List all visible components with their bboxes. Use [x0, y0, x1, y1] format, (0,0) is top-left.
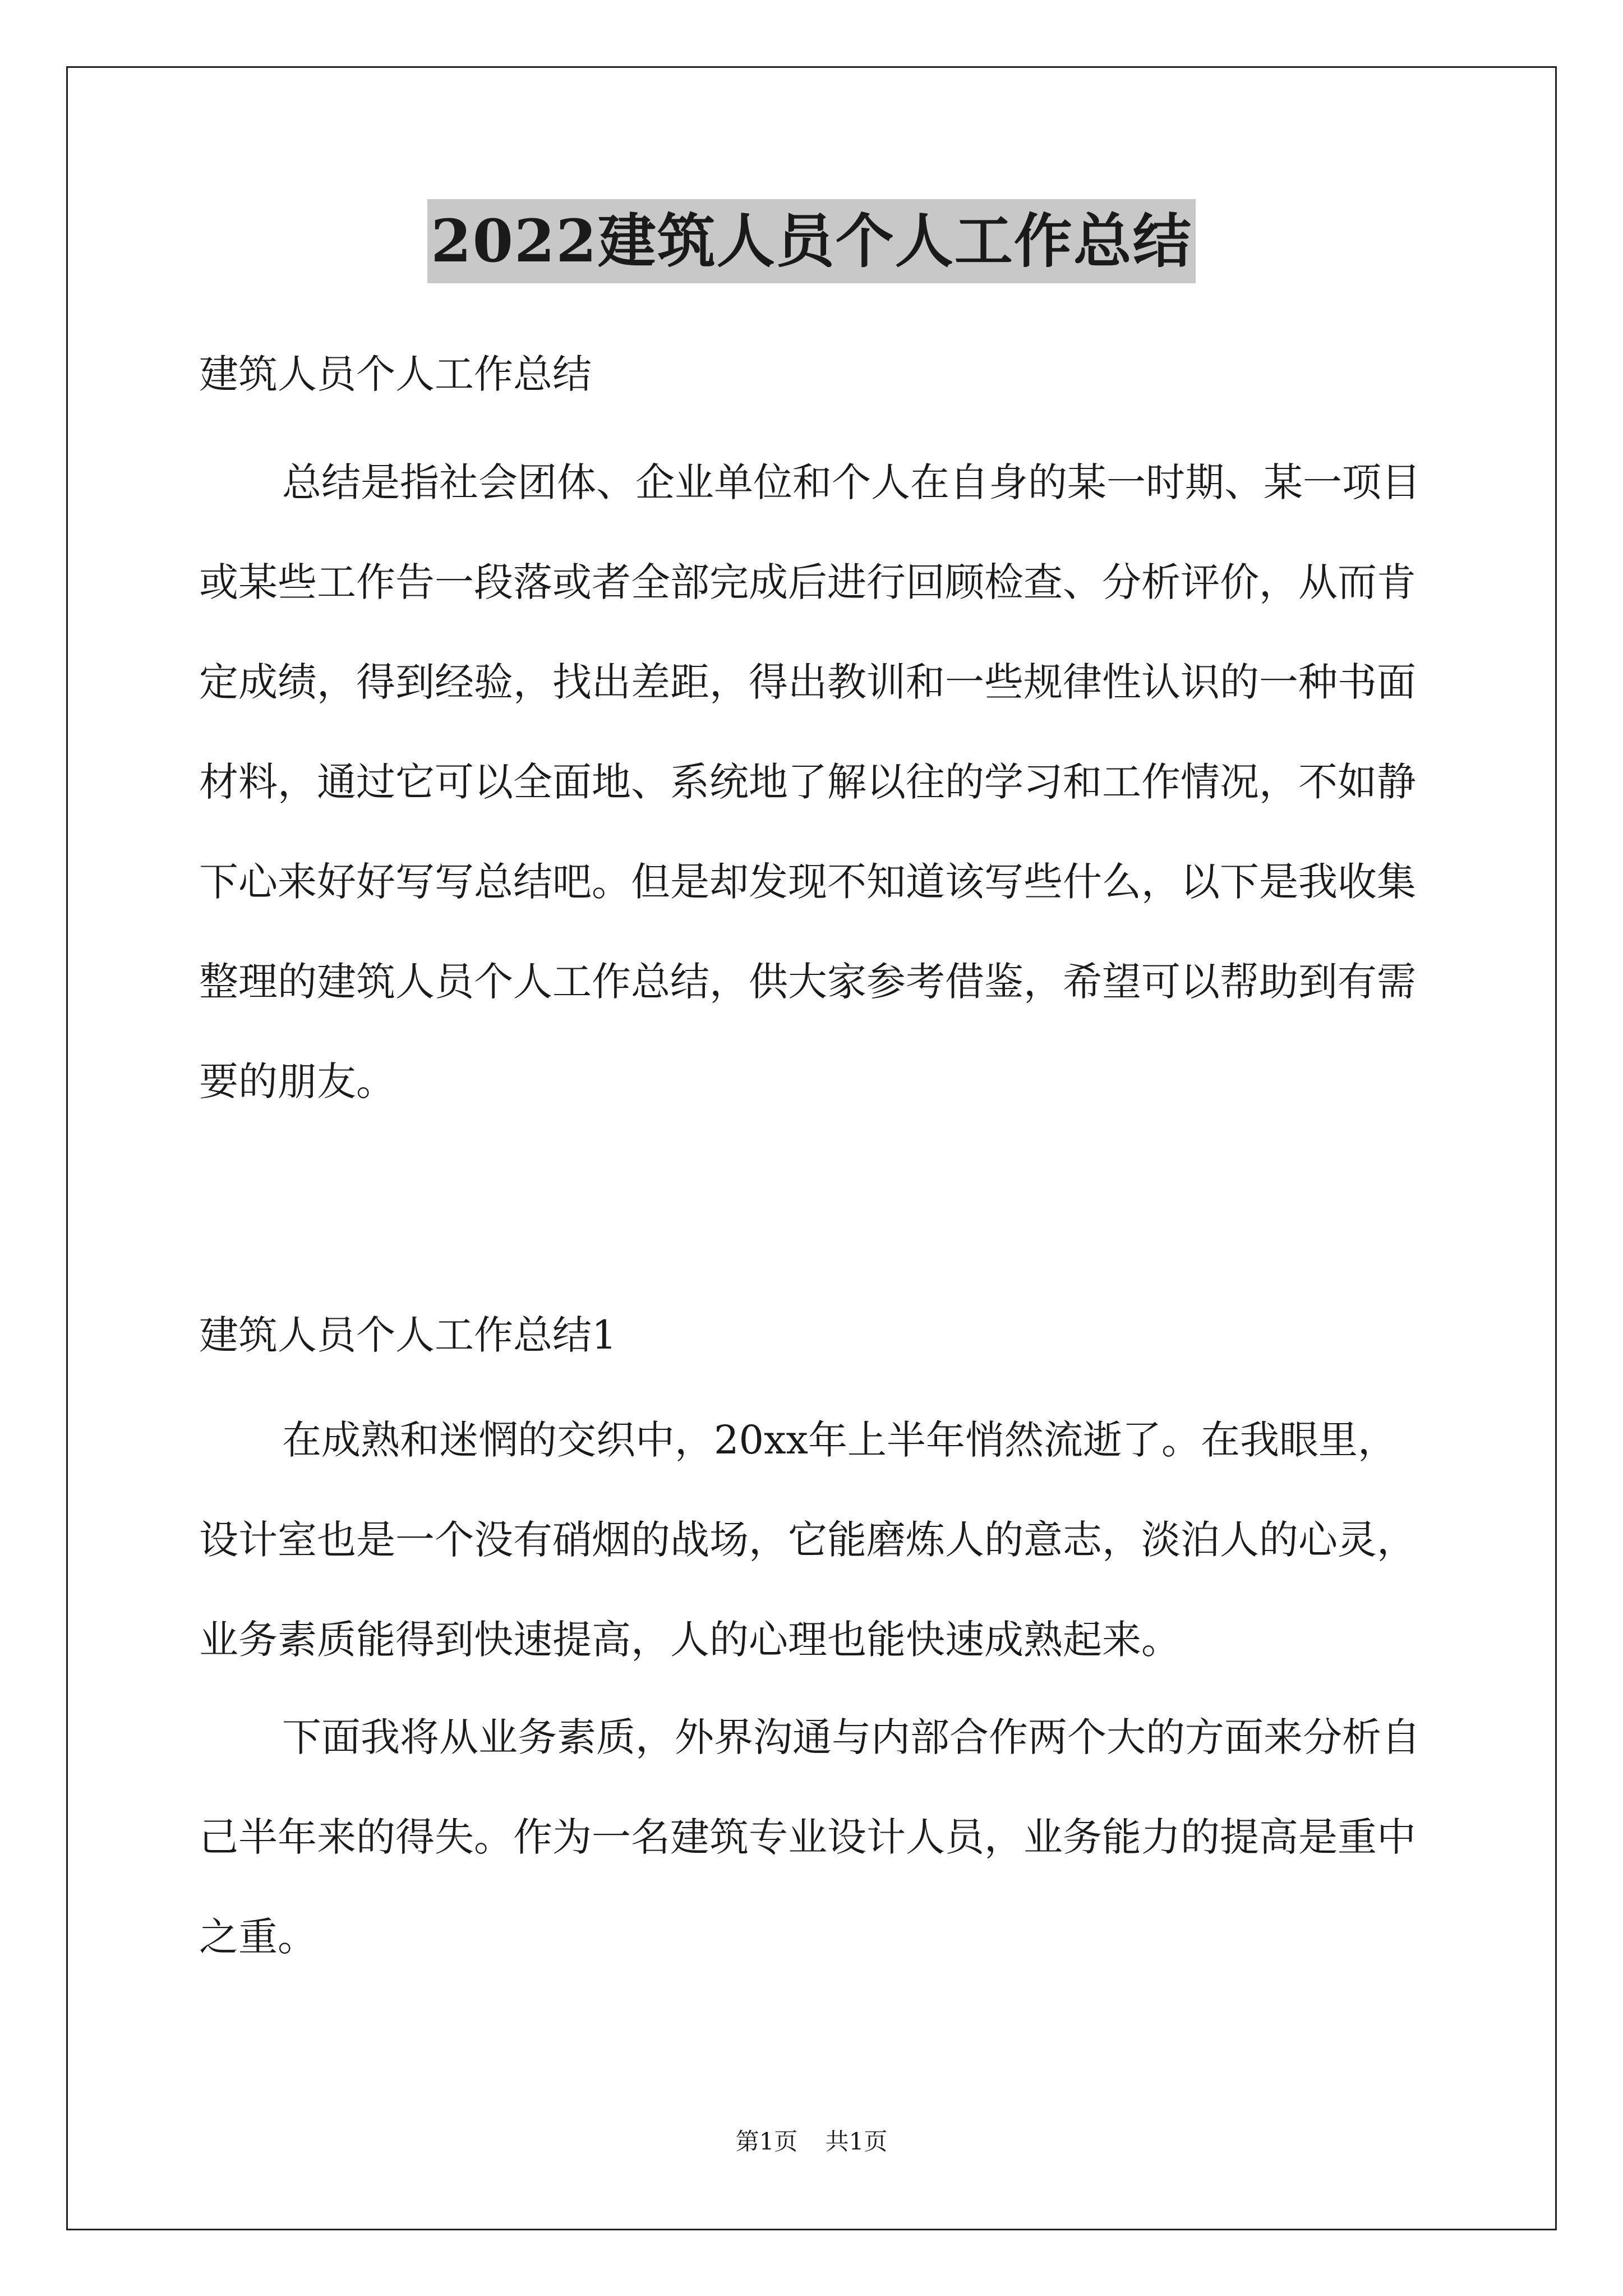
body-paragraph-1: 在成熟和迷惘的交织中，20xx年上半年悄然流逝了。在我眼里，设计室也是一个没有硝烟的战场，它能磨炼人的意志，淡泊人的心灵，业务素质能得到快速提高，人的心理也能快速成熟起来。	[199, 1417, 1416, 1663]
page-footer	[0, 2125, 1623, 2159]
body-paragraph-2: 下面我将从业务素质，外界沟通与内部合作两个大的方面来分析自己半年来的得失。作为一名建筑专业设计人员，业务能力的提高是重中之重。	[199, 1714, 1421, 1960]
title-container	[0, 199, 1623, 283]
section-heading-1: 建筑人员个人工作总结1	[199, 1312, 617, 1358]
page-number-current: 第1页	[735, 2128, 798, 2155]
page-number-total: 共1页	[825, 2128, 888, 2155]
intro-paragraph: 总结是指社会团体、企业单位和个人在自身的某一时期、某一项目或某些工作告一段落或者全部完成后进行回顾检查、分析评价，从而肯定成绩，得到经验，找出差距，得出教训和一些规律性认识的一种书面材料，通过它可以全面地、系统地了解以往的学习和工作情况，不如静下心来好好写写总结吧。但是却发现不知道该写些什么，以下是我收集整理的建筑人员个人工作总结，供大家参考借鉴，希望可以帮助到有需要的朋友。	[199, 459, 1421, 1105]
section-heading: 建筑人员个人工作总结	[199, 351, 592, 397]
document-title: 2022建筑人员个人工作总结	[427, 199, 1195, 283]
